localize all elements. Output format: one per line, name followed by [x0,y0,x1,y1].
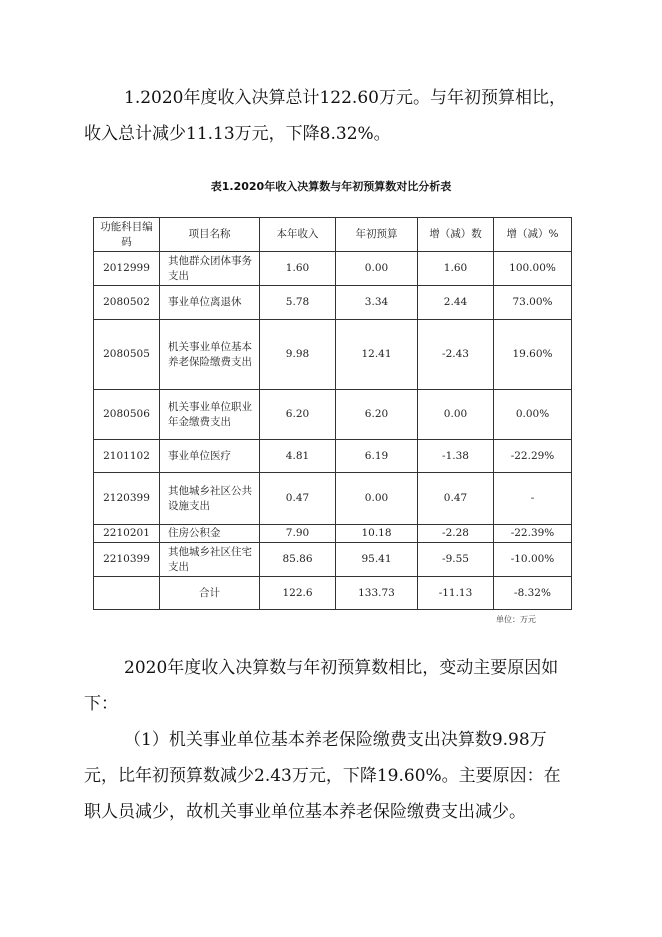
cell-change: 0.00 [418,390,494,440]
cell-income: 7.90 [260,525,336,543]
cell-income: 0.47 [260,473,336,525]
cell-budget: 133.73 [336,577,418,610]
cell-change: -1.38 [418,440,494,473]
cell-change-pct: 100.00% [494,252,572,286]
cell-change: 0.47 [418,473,494,525]
cell-code: 2080502 [94,286,160,320]
cell-budget: 95.41 [336,543,418,577]
cell-budget: 6.19 [336,440,418,473]
reason-paragraph [84,650,584,722]
cell-income: 1.60 [260,252,336,286]
table-row [94,320,572,390]
cell-budget: 10.18 [336,525,418,543]
budget-comparison-table [93,217,572,610]
cell-code: 2080505 [94,320,160,390]
cell-name: 其他城乡社区住宅支出 [160,543,260,577]
cell-change-pct: -22.39% [494,525,572,543]
intro-paragraph [84,80,584,152]
cell-code: 2080506 [94,390,160,440]
cell-income: 85.86 [260,543,336,577]
cell-change-pct: 19.60% [494,320,572,390]
cell-name: 机关事业单位职业年金缴费支出 [160,390,260,440]
table-row [94,543,572,577]
intro-line-2: 收入总计减少11.13万元，下降8.32%。 [84,124,391,144]
cell-budget: 0.00 [336,252,418,286]
table-header-row [94,218,572,252]
header-budget: 年初预算 [336,218,418,252]
cell-name: 机关事业单位基本养老保险缴费支出 [160,320,260,390]
header-change: 增（减）数 [418,218,494,252]
cell-change: -2.28 [418,525,494,543]
cell-budget: 0.00 [336,473,418,525]
point-1-paragraph [84,722,584,830]
header-change-pct: 增（减）% [494,218,572,252]
table-row [94,252,572,286]
header-name: 项目名称 [160,218,260,252]
table-row [94,525,572,543]
header-income: 本年收入 [260,218,336,252]
reason-line-1: 2020年度收入决算数与年初预算数相比，变动主要原因如 [124,658,559,678]
header-code: 功能科目编码 [94,218,160,252]
point-1-line-2: 元，比年初预算数减少2.43万元，下降19.60%。主要原因：在 [84,766,561,786]
cell-code: 2101102 [94,440,160,473]
table-total-row [94,577,572,610]
cell-income: 4.81 [260,440,336,473]
cell-name: 其他城乡社区公共设施支出 [160,473,260,525]
cell-change-pct: 73.00% [494,286,572,320]
cell-code [94,577,160,610]
cell-change-pct: - [494,473,572,525]
cell-change: 2.44 [418,286,494,320]
cell-change: -11.13 [418,577,494,610]
point-1-line-3: 职人员减少，故机关事业单位基本养老保险缴费支出减少。 [84,802,526,822]
cell-name: 事业单位离退休 [160,286,260,320]
cell-code: 2210399 [94,543,160,577]
cell-change-pct: 0.00% [494,390,572,440]
cell-name: 其他群众团体事务支出 [160,252,260,286]
point-1-line-1: （1）机关事业单位基本养老保险缴费支出决算数9.98万 [124,730,547,750]
cell-change-pct: -8.32% [494,577,572,610]
cell-income: 5.78 [260,286,336,320]
cell-budget: 3.34 [336,286,418,320]
cell-change: 1.60 [418,252,494,286]
cell-name: 事业单位医疗 [160,440,260,473]
cell-change-pct: -10.00% [494,543,572,577]
cell-change: -9.55 [418,543,494,577]
cell-income: 9.98 [260,320,336,390]
table-caption: 表1.2020年收入决算数与年初预算数对比分析表 [210,180,452,193]
table-row [94,390,572,440]
cell-code: 2012999 [94,252,160,286]
unit-note: 单位：万元 [496,615,536,624]
cell-budget: 6.20 [336,390,418,440]
table-row [94,473,572,525]
table-row [94,440,572,473]
cell-budget: 12.41 [336,320,418,390]
cell-code: 2210201 [94,525,160,543]
cell-code: 2120399 [94,473,160,525]
cell-name: 住房公积金 [160,525,260,543]
cell-change: -2.43 [418,320,494,390]
table-row [94,286,572,320]
cell-income: 6.20 [260,390,336,440]
cell-name: 合计 [160,577,260,610]
reason-line-2: 下： [84,694,118,714]
intro-line-1: 1.2020年度收入决算总计122.60万元。与年初预算相比， [124,88,566,108]
cell-income: 122.6 [260,577,336,610]
cell-change-pct: -22.29% [494,440,572,473]
